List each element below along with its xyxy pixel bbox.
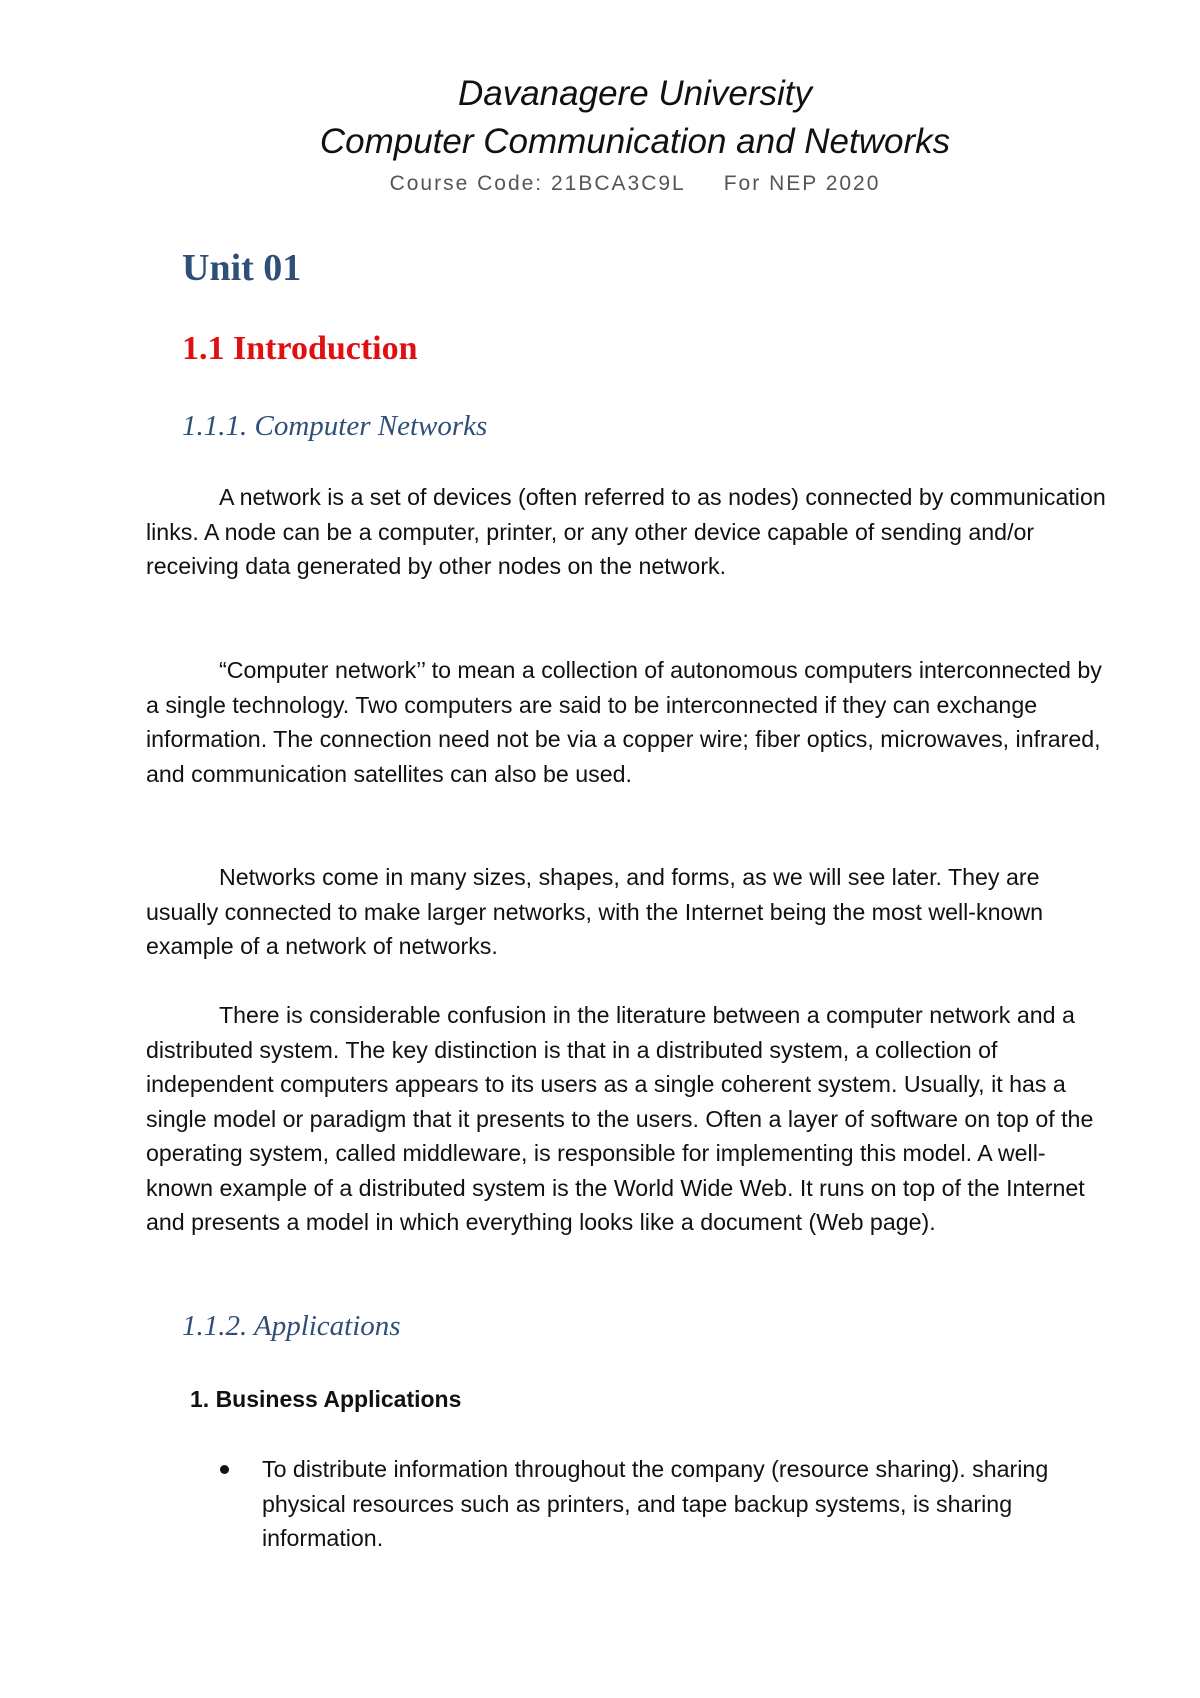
university-name: Davanagere University [457, 74, 813, 113]
scheme-label: For NEP 2020 [723, 172, 881, 195]
unit-heading: Unit 01 [182, 247, 302, 289]
paragraph: There is considerable confusion in the literature between a computer network and a distributed system. The key distinction is that in a distributed system, a collection of independent computers appears to its users as a single coherent system. Usually, it has a single model or paradigm that it presents to the users. Often a layer of software on top of the operating system, called middleware, is responsible for implementing this model. A well-known example of a distributed system is the World Wide Web. It runs on top of the Internet and presents a model in which everything looks like a document (Web page). [146, 1002, 1094, 1235]
section-heading: 1.1 Introduction [182, 330, 418, 367]
course-title: Computer Communication and Networks [319, 122, 951, 161]
subsection-heading-applications: 1.1.2. Applications [182, 1310, 401, 1342]
business-applications-heading: 1. Business Applications [190, 1386, 462, 1412]
paragraph: “Computer network’’ to mean a collection of autonomous computers interconnected by a single technology. Two computers are said to be interconnected if they can exchange information. The connection need not be via a copper wire; fiber optics, microwaves, infrared, and communication satellites can also be used. [146, 657, 1102, 787]
subsection-heading-computer-networks: 1.1.1. Computer Networks [182, 410, 488, 442]
document-header [0, 70, 1200, 196]
course-code-line [0, 172, 1200, 196]
bullet-icon [220, 1465, 229, 1474]
list-item-text: To distribute information throughout the company (resource sharing). sharing physical resources such as printers, and tape backup systems, is sharing information. [262, 1456, 1049, 1551]
paragraph: A network is a set of devices (often referred to as nodes) connected by communication links. A node can be a computer, printer, or any other device capable of sending and/or receiving data generated by other nodes on the network. [146, 484, 1106, 579]
course-code: Course Code: 21BCA3C9L [389, 172, 686, 195]
paragraph: Networks come in many sizes, shapes, and forms, as we will see later. They are usually connected to make larger networks, with the Internet being the most well-known example of a network of networks. [146, 864, 1044, 959]
